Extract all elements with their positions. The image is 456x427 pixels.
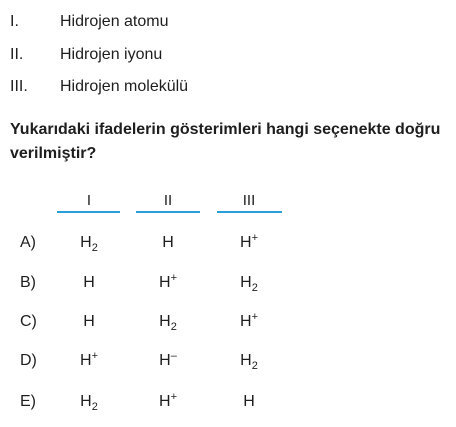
statement-2-text: Hidrojen iyonu <box>60 46 163 63</box>
option-cell: H <box>83 313 95 330</box>
option-cell: H+ <box>80 350 98 369</box>
option-row[interactable] <box>0 393 456 417</box>
option-label: E) <box>20 393 36 410</box>
option-label: C) <box>20 313 37 330</box>
statement-3 <box>10 77 188 97</box>
column-header-1: I <box>86 192 92 209</box>
option-cell: H+ <box>159 272 177 291</box>
option-cell: H+ <box>240 311 258 330</box>
option-row[interactable] <box>0 352 456 376</box>
statement-2 <box>10 45 162 65</box>
option-label: A) <box>20 234 36 251</box>
option-label: B) <box>20 274 36 291</box>
statement-1-number: I. <box>10 13 19 30</box>
option-row[interactable] <box>0 274 456 298</box>
statement-2-number: II. <box>10 46 24 63</box>
column-rule-1 <box>57 211 120 213</box>
column-header-2: II <box>163 192 173 209</box>
option-cell: $H_2$ <box>159 313 177 333</box>
question-text: Yukarıdaki ifadelerin gösterimleri hangi seçenekte doğru verilmiştir? <box>10 121 441 162</box>
option-row[interactable] <box>0 313 456 337</box>
option-cell: $H_2$ <box>240 274 258 294</box>
column-rule-3 <box>217 211 282 213</box>
option-cell: H+ <box>240 232 258 251</box>
option-cell: $H_2$ <box>240 352 258 372</box>
option-cell: H <box>162 234 174 251</box>
option-cell: $H_2$ <box>80 234 98 254</box>
option-cell: H– <box>159 350 177 369</box>
option-cell: H <box>83 274 95 291</box>
column-header-3: III <box>242 192 256 209</box>
statement-3-number: III. <box>10 78 28 95</box>
option-cell: $H_2$ <box>80 393 98 413</box>
option-cell: H <box>243 393 255 410</box>
column-rule-2 <box>136 211 200 213</box>
statement-1 <box>10 12 169 32</box>
statement-3-text: Hidrojen molekülü <box>60 78 189 95</box>
option-row[interactable] <box>0 234 456 258</box>
option-label: D) <box>20 352 37 369</box>
statement-1-text: Hidrojen atomu <box>60 13 169 30</box>
option-cell: H+ <box>159 391 177 410</box>
